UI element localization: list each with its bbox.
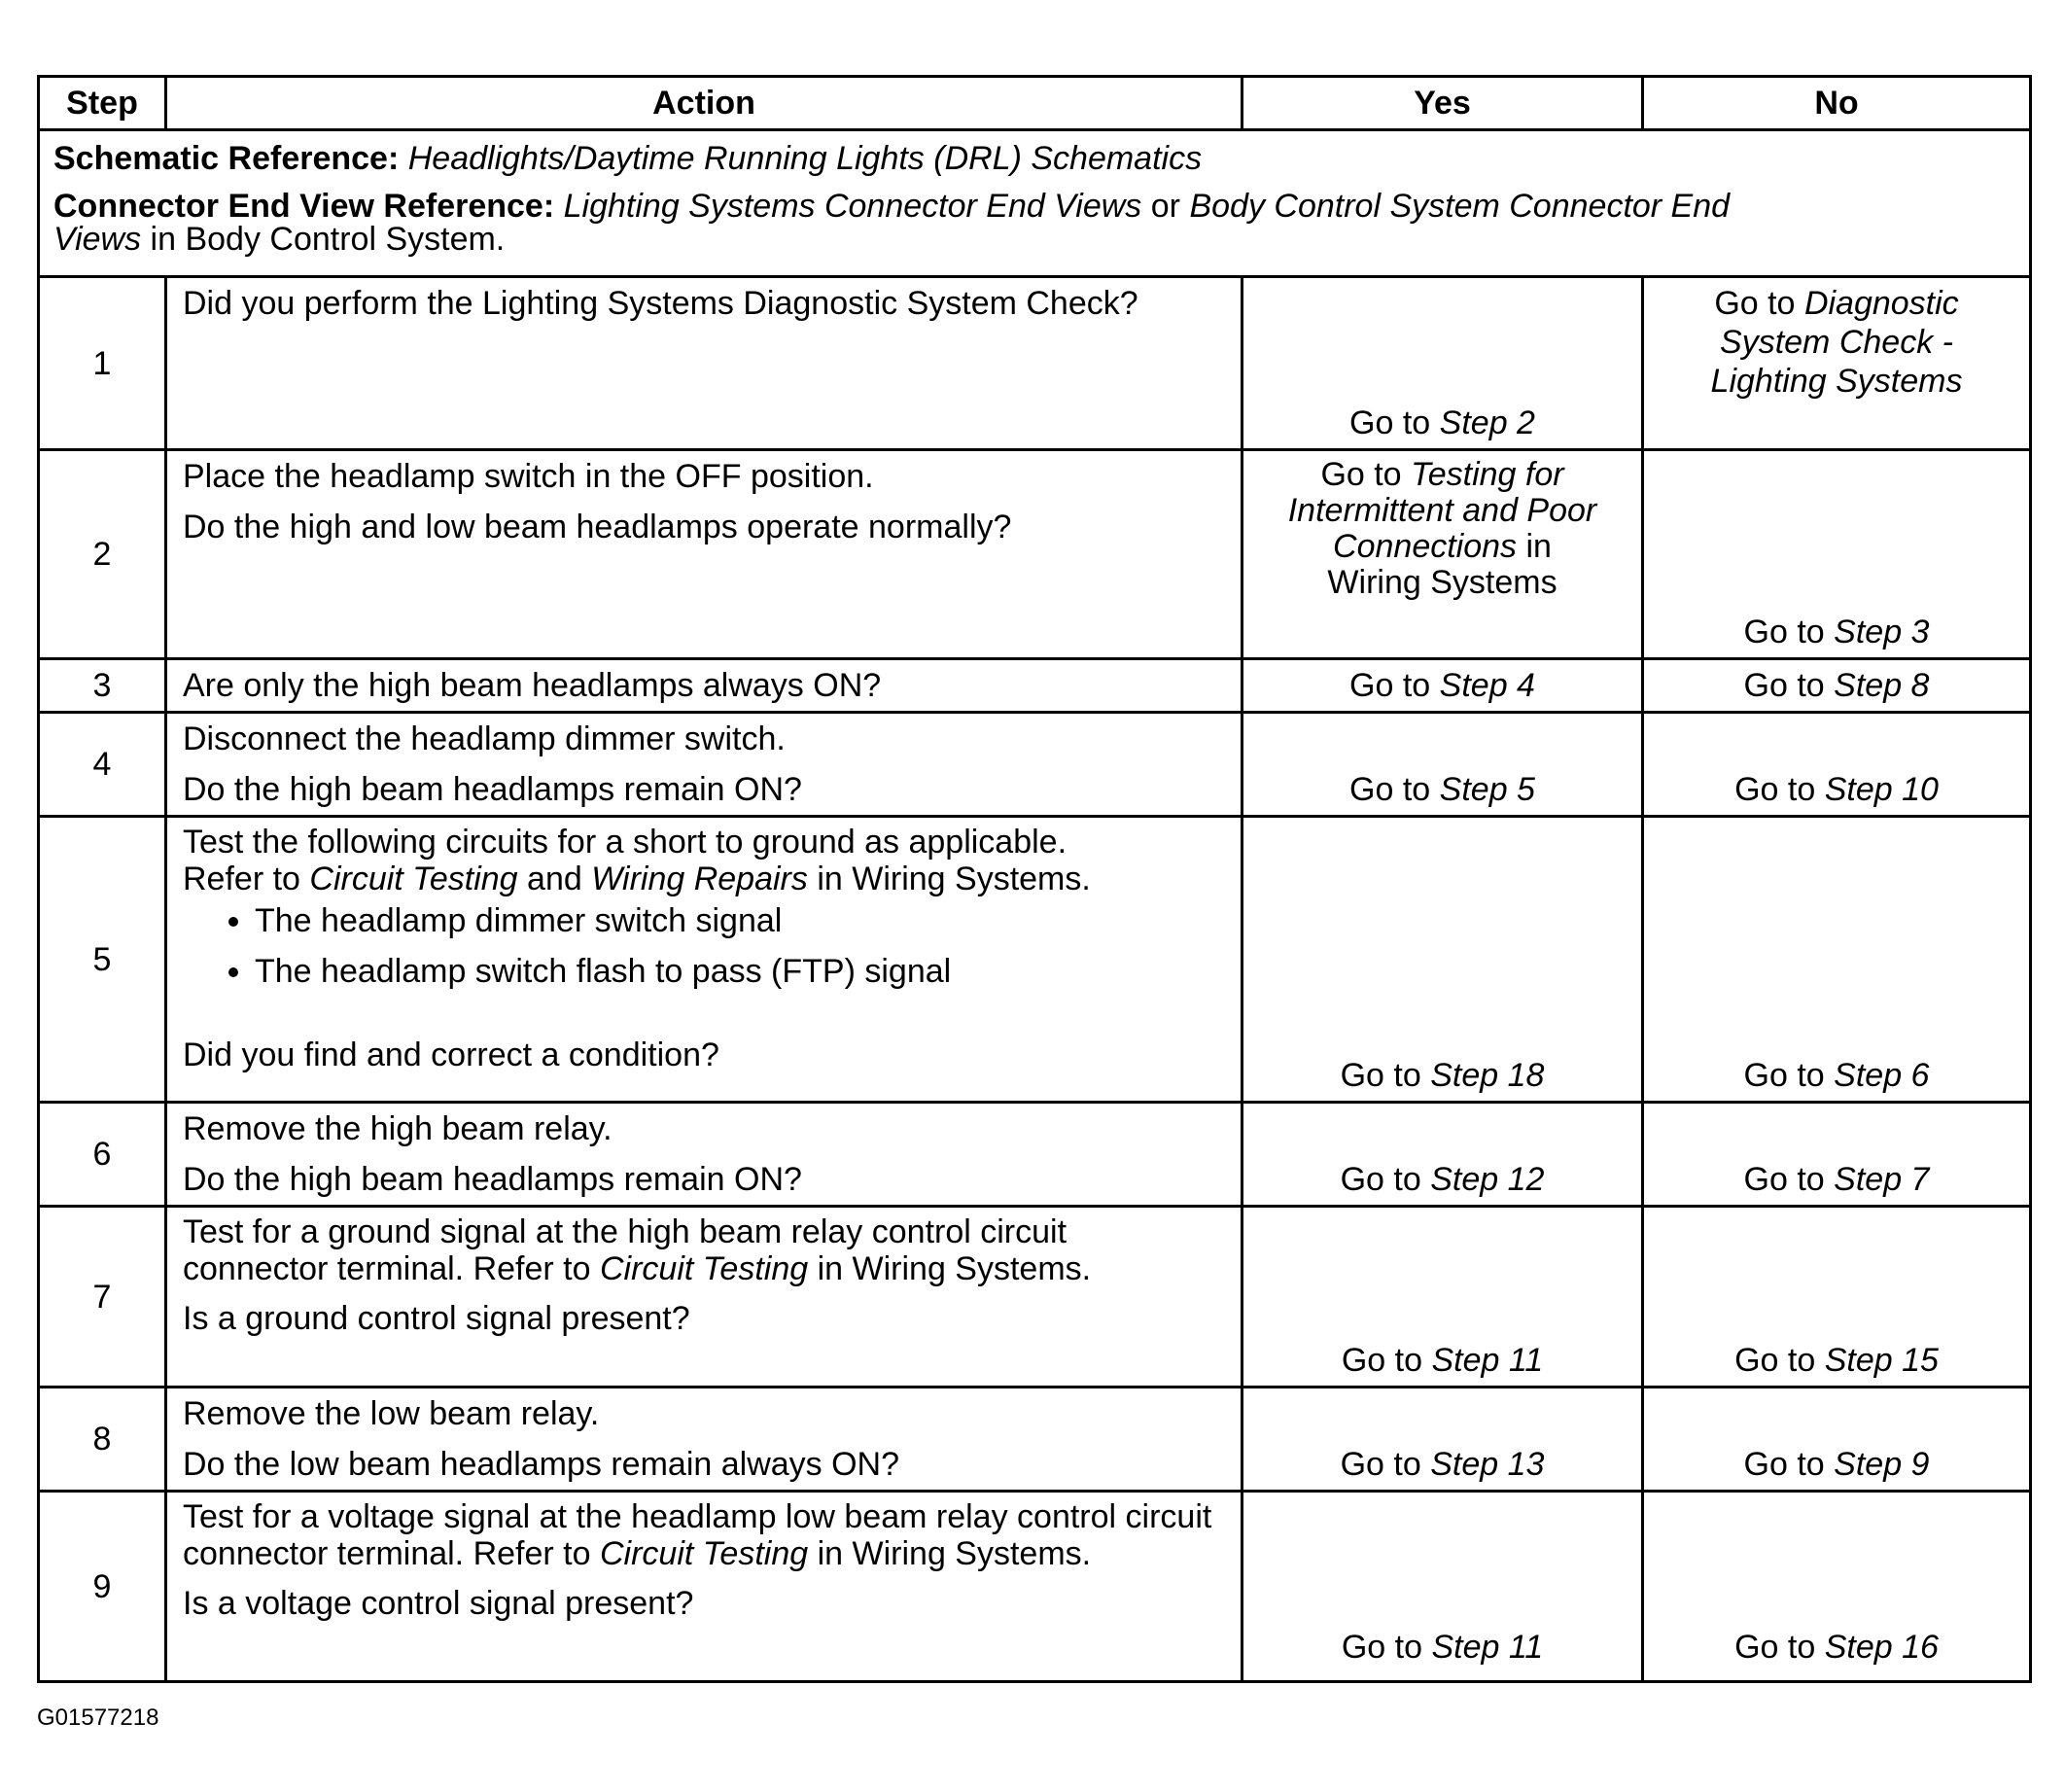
yes-cell bbox=[1242, 713, 1643, 817]
yes-target-link[interactable]: Step 13 bbox=[1430, 1446, 1545, 1483]
header-no: No bbox=[1643, 77, 2031, 130]
action-suffix: in Wiring Systems. bbox=[817, 1535, 1092, 1572]
action-text: Place the headlamp switch in the OFF position. bbox=[183, 458, 874, 495]
table-row bbox=[39, 659, 2031, 713]
connector-reference-link-2[interactable]: Body Control System Connector End Views bbox=[53, 188, 1731, 258]
no-target-link[interactable]: Diagnostic System Check - Lighting Systems bbox=[1710, 285, 1963, 400]
action-text bbox=[183, 1213, 1174, 1287]
connector-reference-link-1[interactable]: Lighting Systems Connector End Views bbox=[563, 188, 1142, 225]
table-row bbox=[39, 277, 2031, 450]
no-prefix: Go to bbox=[1734, 1342, 1816, 1379]
yes-prefix: Go to bbox=[1340, 1057, 1421, 1094]
yes-target-link[interactable]: Step 18 bbox=[1430, 1057, 1545, 1094]
table-row bbox=[39, 1388, 2031, 1492]
yes-cell bbox=[1242, 1207, 1643, 1388]
action-intro: Test for a ground signal at the high beam relay control circuit connector terminal. Refer to bbox=[183, 1213, 1068, 1287]
action-intro: Test the following circuits for a short to ground as applicable. bbox=[183, 824, 1068, 861]
yes-target-link[interactable]: Step 11 bbox=[1431, 1629, 1544, 1666]
yes-prefix: Go to bbox=[1340, 1161, 1421, 1198]
no-prefix: Go to bbox=[1743, 1446, 1825, 1483]
step-number: 1 bbox=[39, 277, 166, 450]
action-cell bbox=[166, 1492, 1242, 1682]
reference-cell bbox=[39, 130, 2031, 277]
table-row bbox=[39, 1492, 2031, 1682]
action-question: Do the high and low beam headlamps operate normally? bbox=[183, 509, 1012, 545]
no-cell bbox=[1643, 1388, 2031, 1492]
connector-reference bbox=[53, 190, 1823, 256]
yes-target-link[interactable]: Step 5 bbox=[1439, 771, 1535, 808]
action-cell bbox=[166, 277, 1242, 450]
yes-cell bbox=[1242, 1388, 1643, 1492]
list-item: • The headlamp switch flash to pass (FTP) signal bbox=[255, 952, 1225, 991]
no-cell bbox=[1643, 1103, 2031, 1207]
action-intro: Test for a voltage signal at the headlamp low beam relay control circuit connector terminal. Refer to bbox=[183, 1498, 1212, 1572]
action-text: Remove the high beam relay. bbox=[183, 1110, 612, 1147]
yes-target-link[interactable]: Step 11 bbox=[1431, 1342, 1544, 1379]
list-item: • The headlamp dimmer switch signal bbox=[255, 901, 1225, 940]
circuit-testing-link[interactable]: Circuit Testing bbox=[599, 1535, 809, 1572]
action-question: Are only the high beam headlamps always ON? bbox=[183, 667, 882, 704]
action-text bbox=[183, 1498, 1213, 1572]
connector-reference-or: or bbox=[1150, 188, 1180, 225]
table-row bbox=[39, 817, 2031, 1103]
action-cell bbox=[166, 659, 1242, 713]
action-refer-prefix: Refer to bbox=[183, 861, 300, 897]
step-number: 9 bbox=[39, 1492, 166, 1682]
yes-prefix: Go to bbox=[1349, 771, 1431, 808]
yes-target-link[interactable]: Step 2 bbox=[1439, 404, 1535, 441]
no-cell bbox=[1643, 1207, 2031, 1388]
yes-cell bbox=[1242, 659, 1643, 713]
no-target-link[interactable]: Step 9 bbox=[1834, 1446, 1930, 1483]
circuit-testing-link[interactable]: Circuit Testing bbox=[309, 861, 518, 897]
action-question: Is a ground control signal present? bbox=[183, 1300, 690, 1337]
yes-target-link[interactable]: Step 4 bbox=[1439, 667, 1535, 704]
yes-cell bbox=[1242, 1492, 1643, 1682]
header-action: Action bbox=[166, 77, 1242, 130]
step-number: 5 bbox=[39, 817, 166, 1103]
no-cell bbox=[1643, 1492, 2031, 1682]
table-row bbox=[39, 713, 2031, 817]
action-cell bbox=[166, 817, 1242, 1103]
schematic-reference-label: Schematic Reference: bbox=[53, 140, 400, 177]
action-text: Disconnect the headlamp dimmer switch. bbox=[183, 720, 786, 757]
step-number: 7 bbox=[39, 1207, 166, 1388]
no-target-link[interactable]: Step 7 bbox=[1834, 1161, 1930, 1198]
action-suffix: in Wiring Systems. bbox=[817, 1250, 1092, 1287]
yes-prefix: Go to bbox=[1341, 1629, 1423, 1666]
no-target-link[interactable]: Step 15 bbox=[1824, 1342, 1939, 1379]
yes-prefix: Go to bbox=[1349, 667, 1431, 704]
table-row bbox=[39, 450, 2031, 659]
no-target-link[interactable]: Step 10 bbox=[1824, 771, 1939, 808]
action-question: Do the low beam headlamps remain always ON? bbox=[183, 1446, 900, 1483]
no-cell bbox=[1643, 450, 2031, 659]
yes-target-link[interactable]: Step 12 bbox=[1430, 1161, 1545, 1198]
no-cell bbox=[1643, 817, 2031, 1103]
yes-prefix: Go to bbox=[1320, 456, 1402, 493]
action-cell bbox=[166, 713, 1242, 817]
step-number: 3 bbox=[39, 659, 166, 713]
no-prefix: Go to bbox=[1734, 1629, 1816, 1666]
action-refer-suffix: in Wiring Systems. bbox=[817, 861, 1091, 897]
action-question: Did you find and correct a condition? bbox=[183, 1037, 719, 1073]
action-question: Is a voltage control signal present? bbox=[183, 1585, 694, 1622]
yes-prefix: Go to bbox=[1340, 1446, 1421, 1483]
no-target-link[interactable]: Step 16 bbox=[1824, 1629, 1939, 1666]
yes-cell bbox=[1242, 277, 1643, 450]
action-question: Do the high beam headlamps remain ON? bbox=[183, 1161, 802, 1198]
no-target-link[interactable]: Step 8 bbox=[1834, 667, 1930, 704]
connector-reference-suffix: in Body Control System. bbox=[150, 221, 506, 258]
circuit-list bbox=[183, 901, 1225, 991]
diagnostic-table bbox=[37, 75, 2032, 1683]
header-row bbox=[39, 77, 2031, 130]
yes-suffix: in Wiring Systems bbox=[1327, 528, 1558, 601]
no-prefix: Go to bbox=[1734, 771, 1816, 808]
schematic-reference bbox=[53, 139, 2015, 178]
action-refer-and: and bbox=[527, 861, 582, 897]
step-number: 6 bbox=[39, 1103, 166, 1207]
no-prefix: Go to bbox=[1743, 1161, 1825, 1198]
no-target-link[interactable]: Step 3 bbox=[1834, 614, 1930, 650]
circuit-testing-link[interactable]: Circuit Testing bbox=[599, 1250, 809, 1287]
action-cell bbox=[166, 1388, 1242, 1492]
no-prefix: Go to bbox=[1714, 285, 1796, 322]
table-row bbox=[39, 1103, 2031, 1207]
table-row bbox=[39, 1207, 2031, 1388]
yes-cell bbox=[1242, 450, 1643, 659]
action-cell bbox=[166, 1207, 1242, 1388]
action-text: Remove the low beam relay. bbox=[183, 1395, 600, 1432]
yes-target-link[interactable]: Testing for Intermittent and Poor Connections bbox=[1287, 456, 1597, 565]
no-target-link[interactable]: Step 6 bbox=[1834, 1057, 1930, 1094]
no-cell bbox=[1643, 659, 2031, 713]
action-cell bbox=[166, 1103, 1242, 1207]
yes-prefix: Go to bbox=[1349, 404, 1431, 441]
no-prefix: Go to bbox=[1743, 667, 1825, 704]
no-cell bbox=[1643, 277, 2031, 450]
step-number: 4 bbox=[39, 713, 166, 817]
yes-cell bbox=[1242, 817, 1643, 1103]
action-question: Do the high beam headlamps remain ON? bbox=[183, 771, 802, 808]
step-number: 8 bbox=[39, 1388, 166, 1492]
no-cell bbox=[1643, 713, 2031, 817]
wiring-repairs-link[interactable]: Wiring Repairs bbox=[591, 861, 808, 897]
step-number: 2 bbox=[39, 450, 166, 659]
schematic-reference-link[interactable]: Headlights/Daytime Running Lights (DRL) Schematics bbox=[407, 140, 1203, 177]
no-prefix: Go to bbox=[1743, 614, 1825, 650]
action-cell bbox=[166, 450, 1242, 659]
no-prefix: Go to bbox=[1743, 1057, 1825, 1094]
connector-reference-label: Connector End View Reference: bbox=[53, 188, 555, 225]
reference-row bbox=[39, 130, 2031, 277]
figure-id: G01577218 bbox=[37, 1704, 159, 1731]
action-text: Did you perform the Lighting Systems Diagnostic System Check? bbox=[183, 285, 1138, 322]
yes-prefix: Go to bbox=[1341, 1342, 1423, 1379]
header-yes: Yes bbox=[1242, 77, 1643, 130]
header-step: Step bbox=[39, 77, 166, 130]
action-text bbox=[183, 824, 1225, 897]
yes-cell bbox=[1242, 1103, 1643, 1207]
